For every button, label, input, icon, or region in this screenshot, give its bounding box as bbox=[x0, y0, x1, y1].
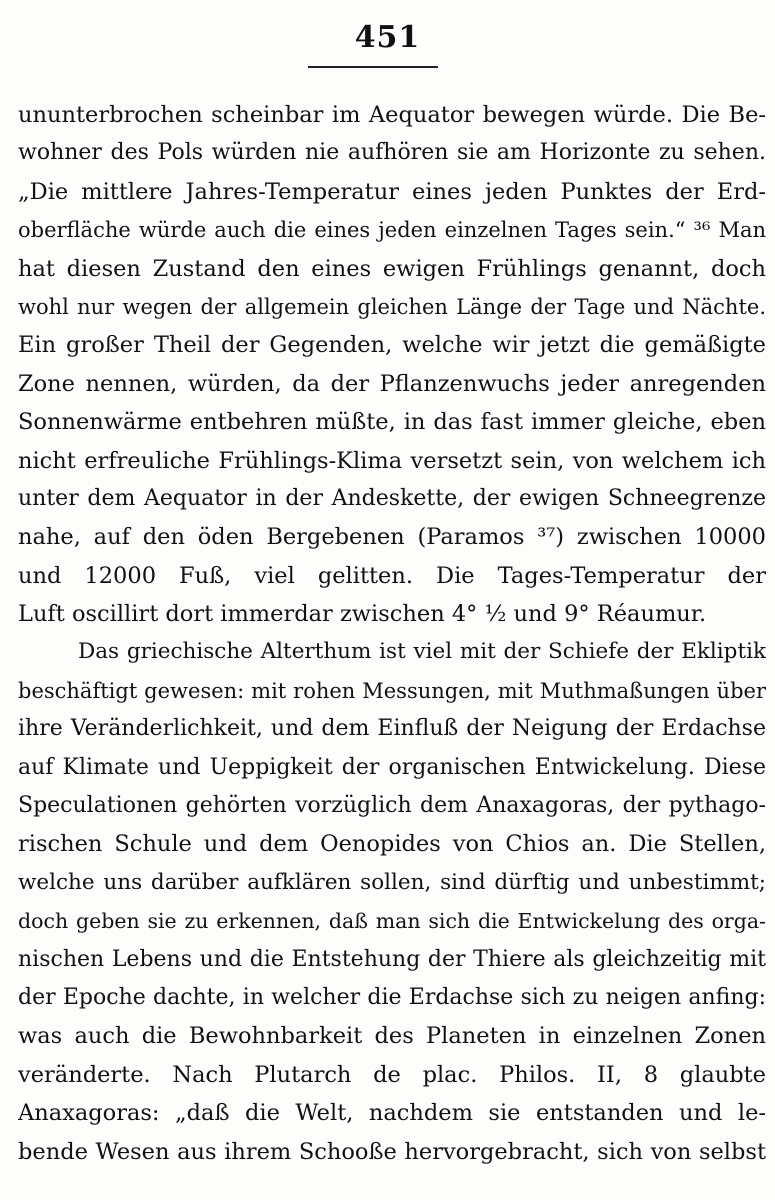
text-line: beschäftigt gewesen: mit rohen Messungen, mit Muthmaßungen über bbox=[18, 678, 766, 703]
text-line: welche uns darüber aufklären sollen, sind dürftig und unbestimmt; bbox=[18, 869, 766, 895]
text-line: doch geben sie zu erkennen, daß man sich die Entwickelung des orga- bbox=[18, 909, 766, 934]
text-line: rischen Schule und dem Oenopides von Chios an. Die Stellen, bbox=[18, 831, 766, 858]
text-line: ihre Veränderlichkeit, und dem Einfluß der Neigung der Erdachse bbox=[18, 716, 766, 742]
body-text bbox=[18, 96, 766, 1171]
text-line: wohl nur wegen der allgemein gleichen Länge der Tage und Nächte. bbox=[18, 294, 766, 319]
text-line: Luft oscillirt dort immerdar zwischen 4° ½ und 9° Réaumur. bbox=[18, 601, 707, 628]
text-line: nicht erfreuliche Frühlings-Klima versetzt sein, von welchem ich bbox=[18, 447, 766, 474]
text-line: auf Klimate und Ueppigkeit der organischen Entwickelung. Diese bbox=[18, 754, 766, 780]
header-rule bbox=[308, 66, 438, 68]
text-line: der Epoche dachte, in welcher die Erdachse sich zu neigen anfing: bbox=[18, 984, 766, 1010]
page-number: 451 bbox=[354, 20, 421, 55]
text-line: wohner des Pols würden nie aufhören sie am Horizonte zu sehen. bbox=[18, 140, 766, 166]
text-line: was auch die Bewohnbarkeit des Planeten in einzelnen Zonen bbox=[18, 1023, 766, 1050]
text-line: Zone nennen, würden, da der Pflanzenwuchs jeder anregenden bbox=[18, 370, 766, 397]
text-line: Ein großer Theil der Gegenden, welche wir jetzt die gemäßigte bbox=[18, 332, 766, 359]
text-line: ununterbrochen scheinbar im Aequator bewegen würde. Die Be- bbox=[18, 102, 766, 128]
text-line: Sonnenwärme entbehren müßte, in das fast immer gleiche, eben bbox=[18, 409, 766, 436]
text-line: hat diesen Zustand den eines ewigen Frühlings genannt, doch bbox=[18, 255, 766, 282]
text-line: bende Wesen aus ihrem Schooße hervorgebracht, sich von selbst bbox=[18, 1138, 766, 1165]
text-line: Anaxagoras: „daß die Welt, nachdem sie entstanden und le- bbox=[18, 1100, 766, 1127]
text-line: und 12000 Fuß, viel gelitten. Die Tages-Temperatur der bbox=[18, 562, 766, 589]
text-line: Speculationen gehörten vorzüglich dem Anaxagoras, der pythago- bbox=[18, 793, 766, 819]
text-line: nahe, auf den öden Bergebenen (Paramos ³⁷) zwischen 10000 bbox=[18, 524, 766, 551]
text-line: unter dem Aequator in der Andeskette, der ewigen Schneegrenze bbox=[18, 485, 766, 511]
text-line: veränderte. Nach Plutarch de plac. Philos. II, 8 glaubte bbox=[18, 1061, 766, 1088]
text-line: nischen Lebens und die Entstehung der Thiere als gleichzeitig mit bbox=[18, 946, 766, 972]
text-line: Das griechische Alterthum ist viel mit der Schiefe der Ekliptik bbox=[78, 639, 766, 665]
text-line: oberfläche würde auch die eines jeden einzelnen Tages sein.“ ³⁶ Man bbox=[18, 218, 766, 243]
text-line: „Die mittlere Jahres-Temperatur eines jeden Punktes der Erd- bbox=[18, 178, 766, 205]
